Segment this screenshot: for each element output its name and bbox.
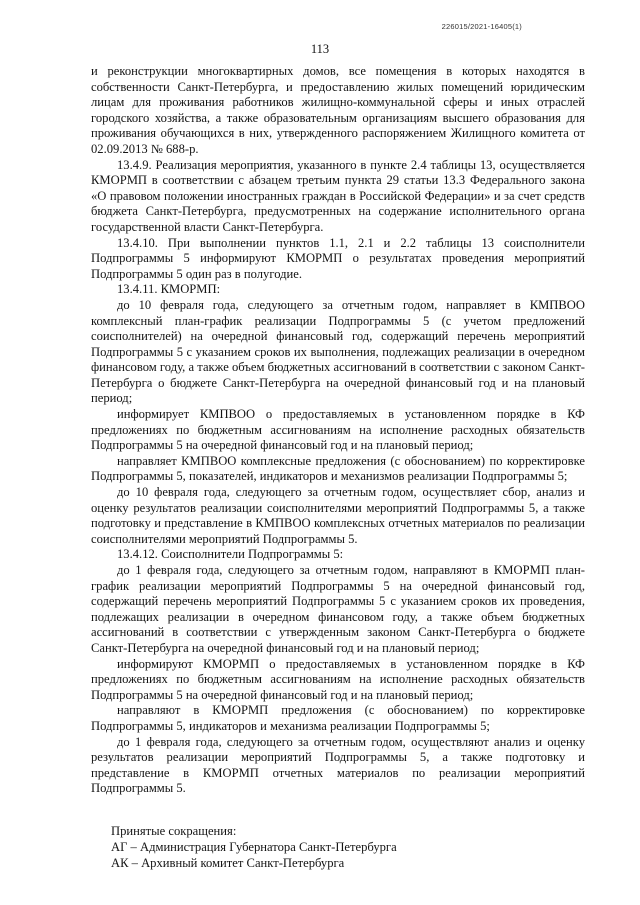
document-id: 226015/2021-16405(1) bbox=[441, 22, 522, 31]
paragraph-kmormp-report: до 10 февраля года, следующего за отчетным годом, осуществляет сбор, анализ и оценку результатов реализации соисполнителями мероприятий Подпрограммы 5, а также подготовку и представление в КМПВОО комплексных отчетных материалов по реализации соисполнителями мероприятий Подпрограммы 5. bbox=[91, 485, 585, 546]
paragraph-coexec-inform: информируют КМОРМП о предоставляемых в установленном порядке в КФ предложениях по бюджетным ассигнованиям на исполнение расходных обязательств Подпрограммы 5 на очередной финансовый год и на плановый период; bbox=[91, 656, 585, 702]
abbreviations-section bbox=[91, 824, 585, 871]
document-body bbox=[91, 64, 585, 871]
paragraph-13-4-11-heading: 13.4.11. КМОРМП: bbox=[117, 282, 221, 297]
paragraph-coexec-plan: до 1 февраля года, следующего за отчетным годом, направляют в КМОРМП план-график реализации мероприятий Подпрограммы 5 на очередной финансовый год, содержащий перечень мероприятий Подпрограммы 5 с указанием сроков их проведения, подлежащих реализации в очередном финансовом году, а также объем бюджетных ассигнований в соответствии с утвержденным законом Санкт-Петербурга о бюджете Санкт-Петербурга на очередной финансовый год и на плановый период; bbox=[91, 563, 585, 655]
paragraph-kmormp-inform: информирует КМПВОО о предоставляемых в установленном порядке в КФ предложениях по бюджетным ассигнованиям на исполнение расходных обязательств Подпрограммы 5 на очередной финансовый год и на плановый период; bbox=[91, 407, 585, 453]
abbreviation-item: АК – Архивный комитет Санкт-Петербурга bbox=[111, 855, 345, 870]
paragraph-13-4-9: 13.4.9. Реализация мероприятия, указанного в пункте 2.4 таблицы 13, осуществляется КМОРМП в соответствии с абзацем третьим пункта 29 статьи 13.3 Федерального закона «О правовом положении иностранных граждан в Российской Федерации» и за счет средств бюджета Санкт-Петербурга, предусмотренных на содержание исполнительного органа государственной власти Санкт-Петербурга. bbox=[91, 157, 585, 234]
paragraph-coexec-report: до 1 февраля года, следующего за отчетным годом, осуществляют анализ и оценку результатов реализации мероприятий Подпрограммы 5, а также подготовку и представление в КМОРМП отчетных материалов по реализации мероприятий Подпрограммы 5. bbox=[91, 734, 585, 796]
paragraph-kmormp-proposals: направляет КМПВОО комплексные предложения (с обоснованием) по корректировке Подпрограммы 5, показателей, индикаторов и механизмов реализации Подпрограммы 5; bbox=[91, 453, 585, 484]
paragraph-13-4-10: 13.4.10. При выполнении пунктов 1.1, 2.1 и 2.2 таблицы 13 соисполнители Подпрограммы 5 информируют КМОРМП о результатах проведения мероприятий Подпрограммы 5 один раз в полугодие. bbox=[91, 235, 585, 281]
paragraph-coexec-proposals: направляют в КМОРМП предложения (с обоснованием) по корректировке Подпрограммы 5, индикаторов и механизма реализации Подпрограммы 5; bbox=[91, 703, 585, 733]
paragraph-13-4-12-heading: 13.4.12. Соисполнители Подпрограммы 5: bbox=[117, 547, 344, 562]
abbreviations-heading: Принятые сокращения: bbox=[111, 823, 237, 838]
page-number: 113 bbox=[310, 42, 330, 56]
abbreviation-item: АГ – Администрация Губернатора Санкт-Петербурга bbox=[111, 839, 397, 854]
paragraph-continuation: и реконструкции многоквартирных домов, все помещения в которых находятся в собственности Санкт-Петербурга, и предоставлению жилых помещений юридическим лицам для проживания работников жилищно-коммунальной сферы и иных отраслей городского хозяйства, а также образовательным организациям высшего образования для проживания обучающихся в них, утвержденного распоряжением Жилищного комитета от 02.09.2013 № 688-р. bbox=[91, 64, 585, 156]
paragraph-kmormp-plan: до 10 февраля года, следующего за отчетным годом, направляет в КМПВОО комплексный план-график реализации Подпрограммы 5 (с учетом предложений соисполнителей) на очередной финансовый год, содержащий перечень мероприятий Подпрограммы 5 с указанием сроков их выполнения, подлежащих реализации в очередном финансовом году, а также объем бюджетных ассигнований в соответствии с законом Санкт-Петербурга о бюджете Санкт-Петербурга на очередной финансовый год и на плановый период; bbox=[91, 297, 585, 406]
